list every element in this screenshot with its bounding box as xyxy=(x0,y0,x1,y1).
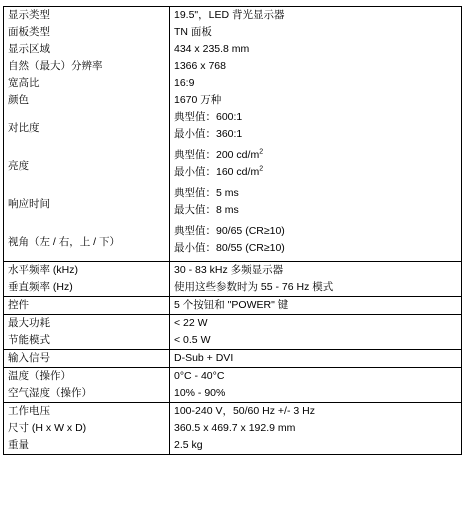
spec-value: 100-240 V，50/60 Hz +/- 3 Hz xyxy=(170,403,462,421)
table-row xyxy=(4,58,462,75)
table-row xyxy=(4,41,462,58)
table-row xyxy=(4,350,462,368)
spec-label: 控件 xyxy=(4,297,170,315)
spec-value: 1670 万种 xyxy=(170,92,462,109)
spec-label: 工作电压 xyxy=(4,403,170,421)
spec-value: 19.5"，LED 背光显示器 xyxy=(170,7,462,25)
spec-value-text: 最小值：160 cd/m xyxy=(174,166,260,178)
table-row xyxy=(4,262,462,280)
spec-label: 水平频率 (kHz) xyxy=(4,262,170,280)
spec-label: 尺寸 (H x W x D) xyxy=(4,420,170,437)
spec-value: 10% - 90% xyxy=(170,385,462,403)
spec-value xyxy=(170,147,462,185)
spec-label: 自然（最大）分辨率 xyxy=(4,58,170,75)
spec-label: 对比度 xyxy=(4,109,170,147)
spec-value: 使用这些参数时为 55 - 76 Hz 模式 xyxy=(170,279,462,297)
spec-value: 1366 x 768 xyxy=(170,58,462,75)
spec-value xyxy=(170,109,462,147)
spec-value-text: 典型值：200 cd/m xyxy=(174,149,260,161)
spec-value: 30 - 83 kHz 多频显示器 xyxy=(170,262,462,280)
spec-value-line xyxy=(174,164,457,181)
spec-label: 亮度 xyxy=(4,147,170,185)
spec-label: 重量 xyxy=(4,437,170,455)
table-row xyxy=(4,223,462,262)
table-row xyxy=(4,332,462,350)
spec-value: < 0.5 W xyxy=(170,332,462,350)
spec-label: 显示区域 xyxy=(4,41,170,58)
spec-label: 颜色 xyxy=(4,92,170,109)
spec-table xyxy=(3,6,462,455)
spec-value: < 22 W xyxy=(170,315,462,333)
table-row xyxy=(4,185,462,223)
spec-value: 5 个按钮和 "POWER" 键 xyxy=(170,297,462,315)
spec-value xyxy=(170,185,462,223)
spec-value: 16:9 xyxy=(170,75,462,92)
superscript: 2 xyxy=(259,165,264,173)
spec-label: 面板类型 xyxy=(4,24,170,41)
spec-label: 显示类型 xyxy=(4,7,170,25)
spec-value-line xyxy=(174,147,457,164)
spec-label: 温度（操作） xyxy=(4,368,170,386)
table-row xyxy=(4,279,462,297)
table-row xyxy=(4,75,462,92)
table-row xyxy=(4,7,462,25)
table-row xyxy=(4,315,462,333)
spec-label: 响应时间 xyxy=(4,185,170,223)
table-row xyxy=(4,437,462,455)
spec-label: 输入信号 xyxy=(4,350,170,368)
spec-value: 2.5 kg xyxy=(170,437,462,455)
spec-value-line: 典型值：5 ms xyxy=(174,187,239,199)
spec-value: D-Sub + DVI xyxy=(170,350,462,368)
superscript: 2 xyxy=(259,148,264,156)
table-row xyxy=(4,147,462,185)
spec-label: 最大功耗 xyxy=(4,315,170,333)
table-row xyxy=(4,403,462,421)
spec-value-line: 最小值：80/55 (CR≥10) xyxy=(174,242,285,254)
spec-value: TN 面板 xyxy=(170,24,462,41)
spec-value-line: 典型值：90/65 (CR≥10) xyxy=(174,225,285,237)
table-row xyxy=(4,24,462,41)
spec-value: 434 x 235.8 mm xyxy=(170,41,462,58)
table-row xyxy=(4,92,462,109)
spec-label: 视角（左 / 右，上 / 下） xyxy=(4,223,170,262)
table-row xyxy=(4,109,462,147)
table-row xyxy=(4,368,462,386)
table-row xyxy=(4,385,462,403)
spec-value-line: 最大值：8 ms xyxy=(174,204,239,216)
spec-value: 360.5 x 469.7 x 192.9 mm xyxy=(170,420,462,437)
spec-value: 0°C - 40°C xyxy=(170,368,462,386)
spec-label: 宽高比 xyxy=(4,75,170,92)
spec-label: 节能模式 xyxy=(4,332,170,350)
table-row xyxy=(4,420,462,437)
spec-value-line: 典型值：600:1 xyxy=(174,111,243,123)
spec-value xyxy=(170,223,462,262)
spec-value-line: 最小值：360:1 xyxy=(174,128,243,140)
spec-label: 垂直频率 (Hz) xyxy=(4,279,170,297)
table-row xyxy=(4,297,462,315)
spec-label: 空气湿度（操作） xyxy=(4,385,170,403)
